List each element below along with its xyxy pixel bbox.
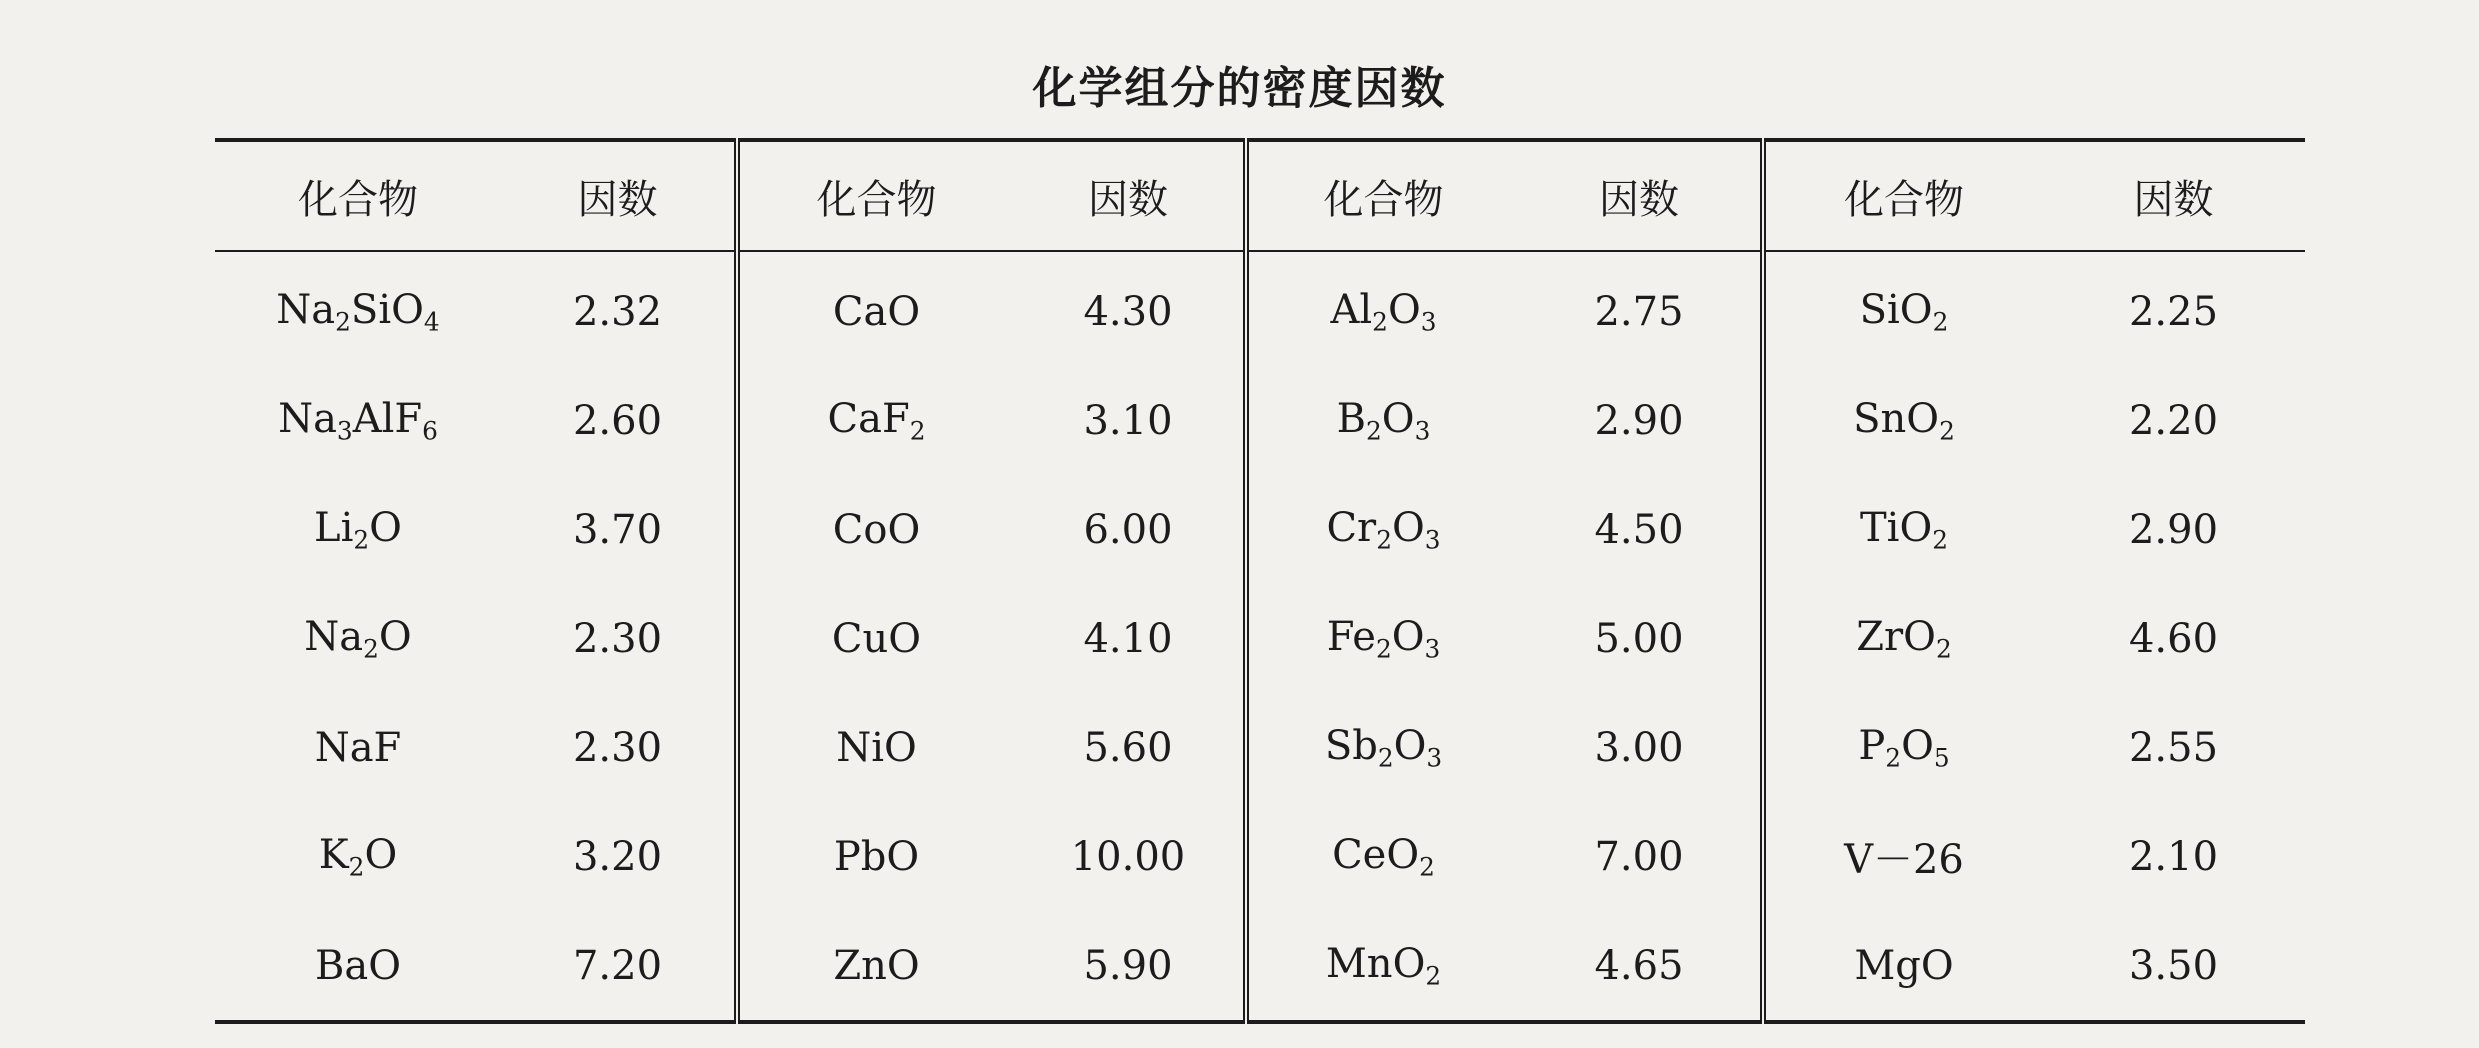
formula-subscript: 2	[1375, 634, 1392, 664]
factor-cell: 2.20	[2128, 397, 2219, 444]
page-title: 化学组分的密度因数	[1032, 63, 1447, 114]
factor-cell: 3.00	[1594, 724, 1684, 771]
compound-cell	[1763, 366, 2042, 475]
compound-cell	[737, 802, 1013, 911]
factor-cell: 2.30	[572, 724, 663, 771]
formula-part: O	[1387, 286, 1421, 333]
formula-subscript: 2	[1372, 307, 1388, 337]
factor-cell: 10.00	[1070, 833, 1186, 880]
formula-part: SnO	[1853, 395, 1940, 442]
table-body	[215, 251, 2305, 1022]
factor-cell: 2.10	[2128, 833, 2219, 880]
formula-part: PbO	[833, 833, 920, 880]
formula-part: MnO	[1325, 940, 1426, 987]
factor-header: 因数	[1013, 140, 1246, 251]
formula-subscript: 2	[1425, 961, 1442, 991]
formula-subscript: 2	[353, 525, 370, 555]
factor-cell: 6.00	[1083, 506, 1173, 553]
formula-subscript: 2	[1377, 743, 1394, 773]
formula-part: SiO	[350, 286, 424, 333]
formula-subscript: 2	[335, 307, 351, 337]
table-row	[215, 251, 2305, 366]
compound-cell	[215, 802, 501, 911]
compound-cell	[1246, 251, 1518, 366]
factor-cell: 2.25	[2128, 288, 2219, 335]
factor-cell: 5.60	[1083, 724, 1173, 771]
factor-cell: 2.32	[572, 288, 663, 335]
formula-part: CuO	[831, 615, 922, 662]
formula-part: CoO	[832, 506, 921, 553]
compound-cell	[215, 693, 501, 802]
formula-subscript: 3	[1426, 743, 1443, 773]
formula-subscript: 3	[1424, 525, 1441, 555]
compound-cell	[1763, 802, 2042, 911]
formula-subscript: 3	[1424, 634, 1441, 664]
formula-part: NiO	[836, 724, 917, 771]
factor-cell: 5.00	[1594, 615, 1684, 662]
compound-cell	[1246, 366, 1518, 475]
formula-part: Na	[278, 395, 337, 442]
compound-cell	[215, 475, 501, 584]
factor-cell: 5.90	[1083, 942, 1173, 989]
formula-subscript: 2	[1935, 634, 1952, 664]
formula-part: K	[318, 831, 349, 878]
compound-cell	[1763, 475, 2042, 584]
formula-part: O	[1391, 613, 1425, 660]
compound-cell	[737, 693, 1013, 802]
formula-part: CaO	[832, 288, 921, 335]
formula-part: V－26	[1844, 837, 1964, 883]
formula-part: TiO	[1859, 504, 1933, 551]
formula-subscript: 2	[909, 416, 926, 446]
factor-cell: 2.60	[572, 397, 663, 444]
formula-subscript: 2	[1419, 852, 1435, 882]
formula-part: Fe	[1326, 613, 1376, 660]
factor-cell: 3.70	[572, 506, 663, 553]
formula-part: NaF	[314, 724, 402, 771]
formula-part: Sb	[1324, 722, 1378, 769]
formula-part: Li	[314, 504, 354, 551]
compound-cell	[1763, 693, 2042, 802]
factor-header: 因数	[1518, 140, 1763, 251]
compound-cell	[737, 366, 1013, 475]
factor-cell: 4.50	[1594, 506, 1684, 553]
formula-part: O	[1391, 504, 1425, 551]
formula-part: AlF	[352, 395, 423, 442]
formula-part: BaO	[314, 942, 402, 989]
formula-part: Al	[1330, 286, 1373, 333]
compound-header: 化合物	[1246, 140, 1518, 251]
formula-part: O	[1393, 722, 1427, 769]
formula-subscript: 2	[1376, 525, 1392, 555]
compound-cell	[1246, 911, 1518, 1022]
factor-cell: 2.30	[572, 615, 663, 662]
compound-cell	[1246, 693, 1518, 802]
formula-subscript: 2	[1932, 307, 1949, 337]
formula-subscript: 3	[1414, 416, 1431, 446]
formula-part: P	[1858, 722, 1886, 769]
compound-cell	[737, 911, 1013, 1022]
factor-cell: 2.75	[1594, 288, 1684, 335]
factor-cell: 4.10	[1083, 615, 1173, 662]
table-row	[215, 366, 2305, 475]
factor-cell: 2.90	[2128, 506, 2219, 553]
compound-header: 化合物	[737, 140, 1013, 251]
formula-part: O	[1381, 395, 1415, 442]
density-factor-table	[215, 138, 2305, 1024]
formula-subscript: 5	[1933, 743, 1950, 773]
formula-part: Cr	[1326, 504, 1377, 551]
compound-cell	[737, 475, 1013, 584]
factor-cell: 2.55	[2128, 724, 2219, 771]
formula-part: Na	[304, 613, 364, 660]
table-row	[215, 475, 2305, 584]
formula-subscript: 2	[348, 852, 365, 882]
compound-cell	[1246, 802, 1518, 911]
compound-cell	[1246, 475, 1518, 584]
factor-cell: 4.65	[1594, 942, 1684, 989]
factor-cell: 2.90	[1594, 397, 1684, 444]
formula-part: Na	[276, 286, 336, 333]
formula-part: MgO	[1854, 942, 1954, 989]
compound-cell	[215, 911, 501, 1022]
table-row	[215, 911, 2305, 1022]
table-row	[215, 802, 2305, 911]
formula-part: O	[1901, 722, 1934, 769]
factor-header: 因数	[2042, 140, 2305, 251]
compound-cell	[1763, 911, 2042, 1022]
compound-header: 化合物	[1763, 140, 2042, 251]
compound-cell	[737, 584, 1013, 693]
formula-subscript: 2	[363, 634, 379, 664]
formula-subscript: 2	[1939, 416, 1955, 446]
compound-cell	[215, 366, 501, 475]
factor-cell: 3.10	[1083, 397, 1173, 444]
table-row	[215, 584, 2305, 693]
compound-cell	[1246, 584, 1518, 693]
formula-subscript: 4	[423, 307, 440, 337]
factor-cell: 4.30	[1083, 288, 1173, 335]
formula-part: ZrO	[1856, 613, 1936, 660]
table-row	[215, 693, 2305, 802]
factor-cell: 4.60	[2128, 615, 2219, 662]
formula-part: ZnO	[833, 942, 920, 989]
factor-cell: 7.00	[1594, 833, 1684, 880]
compound-cell	[1763, 251, 2042, 366]
formula-part: O	[378, 613, 412, 660]
formula-subscript: 2	[1366, 416, 1382, 446]
compound-cell	[737, 251, 1013, 366]
formula-subscript: 2	[1885, 743, 1902, 773]
compound-header: 化合物	[215, 140, 501, 251]
compound-cell	[215, 251, 501, 366]
formula-part: O	[364, 831, 398, 878]
factor-header: 因数	[501, 140, 737, 251]
formula-part: O	[369, 504, 402, 551]
formula-subscript: 2	[1932, 525, 1949, 555]
formula-subscript: 6	[422, 416, 438, 446]
factor-cell: 3.50	[2128, 942, 2219, 989]
header-row	[215, 140, 2305, 251]
formula-part: SiO	[1859, 286, 1933, 333]
factor-cell: 3.20	[572, 833, 663, 880]
compound-cell	[1763, 584, 2042, 693]
factor-cell: 7.20	[572, 942, 663, 989]
formula-subscript: 3	[336, 416, 353, 446]
formula-subscript: 3	[1420, 307, 1437, 337]
compound-cell	[215, 584, 501, 693]
formula-part: B	[1336, 395, 1367, 442]
formula-part: CeO	[1332, 831, 1420, 878]
formula-part: CaF	[827, 395, 910, 442]
